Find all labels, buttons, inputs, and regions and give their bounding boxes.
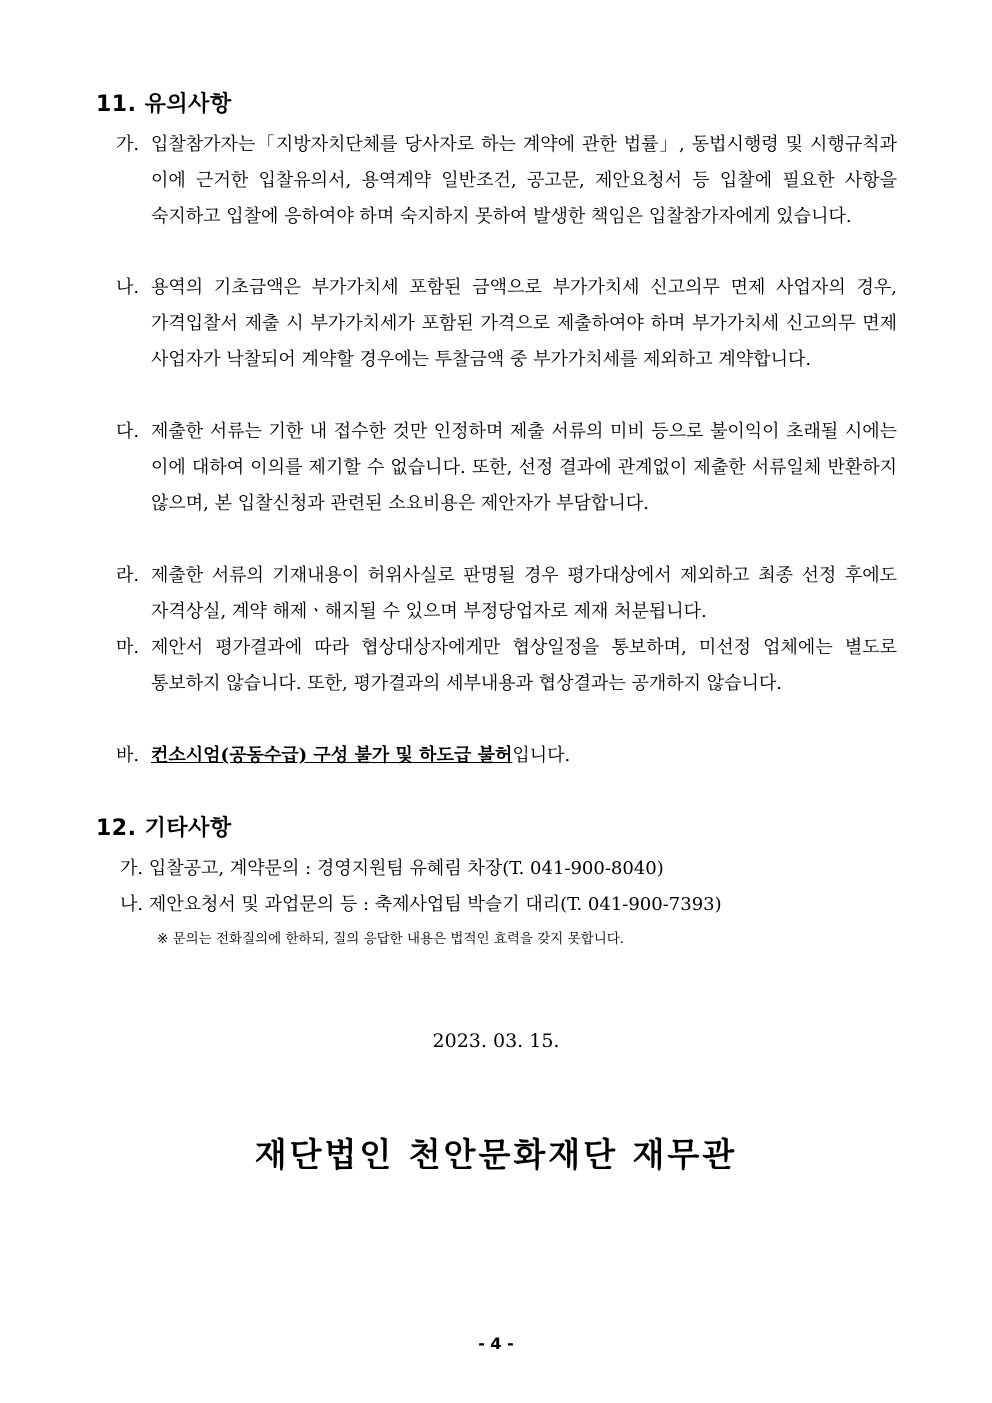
- item-marker: 다.: [116, 421, 140, 442]
- item-text: 제출한 서류의 기재내용이 허위사실로 판명될 경우 평가대상에서 제외하고 최종 선정 후에도 자격상실, 계약 해제ㆍ해지될 수 있으며 부정당업자로 제재 처분됩니다.: [151, 565, 897, 622]
- emphasis-text: 컨소시엄(공동수급) 구성 불가 및 하도급 불허: [151, 745, 513, 766]
- section-12-heading: 12. 기타사항: [96, 816, 232, 841]
- inquiry-note: ※ 문의는 전화질의에 한하되, 질의 응답한 내용은 법적인 효력을 갖지 못합니다.: [157, 931, 625, 947]
- section-11-heading: 11. 유의사항: [96, 92, 232, 117]
- item-text: 제출한 서류는 기한 내 접수한 것만 인정하며 제출 서류의 미비 등으로 불이익이 초래될 시에는 이에 대하여 이의를 제기할 수 없습니다. 또한, 선정 결과에 관계없이 제출한 서류일체 반환하지 않으며, 본 입찰신청과 관련된 소요비용은 제안자가 부담합니다.: [151, 421, 897, 514]
- contact-line-bid: 가. 입찰공고, 계약문의 : 경영지원팀 유혜림 차장(T. 041-900-8040): [120, 858, 664, 879]
- document-date: 2023. 03. 15.: [432, 1030, 560, 1052]
- item-text: [151, 738, 897, 774]
- suffix-text: 입니다.: [512, 745, 571, 766]
- page-number: - 4 -: [478, 1334, 514, 1353]
- item-marker: 가.: [116, 134, 140, 155]
- issuer-name: 재단법인 천안문화재단 재무관: [254, 1135, 738, 1174]
- contact-line-task: 나. 제안요청서 및 과업문의 등 : 축제사업팀 박슬기 대리(T. 041-900-7393): [120, 894, 722, 915]
- item-marker: 바.: [116, 745, 140, 766]
- item-marker: 라.: [116, 565, 140, 586]
- item-marker: 마.: [116, 637, 140, 658]
- item-text: 제안서 평가결과에 따라 협상대상자에게만 협상일정을 통보하며, 미선정 업체에는 별도로 통보하지 않습니다. 또한, 평가결과의 세부내용과 협상결과는 공개하지 않습니다.: [151, 637, 897, 694]
- item-marker: 나.: [116, 277, 140, 298]
- item-text: 용역의 기초금액은 부가가치세 포함된 금액으로 부가가치세 신고의무 면제 사업자의 경우, 가격입찰서 제출 시 부가가치세가 포함된 가격으로 제출하여야 하며 부가가치세 신고의무 면제 사업자가 낙찰되어 계약할 경우에는 투찰금액 중 부가가치세를 제외하고 계약합니다.: [151, 277, 897, 370]
- item-text: 입찰참가자는「지방자치단체를 당사자로 하는 계약에 관한 법률」, 동법시행령 및 시행규칙과 이에 근거한 입찰유의서, 용역계약 일반조건, 공고문, 제안요청서 등 입찰에 필요한 사항을 숙지하고 입찰에 응하여야 하며 숙지하지 못하여 발생한 책임은 입찰참가자에게 있습니다.: [151, 134, 897, 227]
